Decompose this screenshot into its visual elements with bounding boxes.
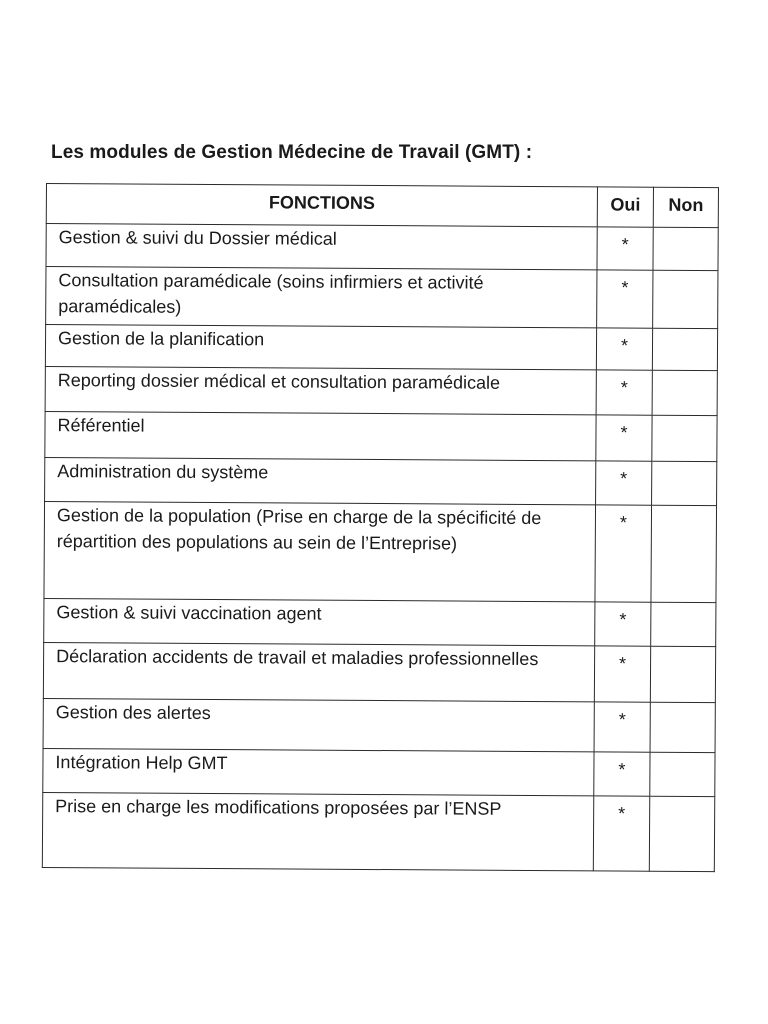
gmt-modules-table	[42, 183, 719, 872]
oui-cell: *	[594, 702, 650, 752]
fonction-cell: Reporting dossier médical et consultation paramédicale	[45, 366, 596, 414]
table-row	[45, 325, 717, 371]
non-cell	[651, 602, 716, 646]
header-fonctions: FONCTIONS	[46, 184, 597, 227]
oui-cell: *	[595, 602, 651, 646]
non-cell	[653, 270, 718, 328]
oui-cell: *	[597, 227, 653, 270]
oui-cell: *	[596, 461, 652, 505]
fonction-cell: Administration du système	[45, 457, 596, 504]
fonction-cell: Intégration Help GMT	[43, 748, 594, 795]
fonction-cell: Déclaration accidents de travail et maladies professionnelles	[43, 642, 594, 701]
table-row	[45, 366, 717, 415]
non-cell	[649, 796, 714, 871]
non-cell	[652, 328, 717, 370]
non-cell	[651, 505, 717, 602]
table-row	[44, 598, 716, 646]
non-cell	[652, 461, 717, 505]
oui-cell: *	[594, 752, 650, 796]
fonction-cell: Consultation paramédicale (soins infirmiers et activité paramédicales)	[46, 267, 597, 328]
header-oui: Oui	[597, 187, 653, 227]
table-row	[44, 501, 717, 602]
table-row	[45, 457, 717, 505]
table-row	[43, 748, 715, 796]
table-row	[43, 698, 715, 752]
fonction-cell: Prise en charge les modifications proposées par l’ENSP	[42, 792, 593, 870]
fonction-cell: Gestion de la population (Prise en charge de la spécificité de répartition des populations au sein de l’Entreprise)	[44, 501, 596, 601]
table-row	[45, 411, 717, 461]
oui-cell: *	[596, 415, 652, 461]
non-cell	[652, 370, 717, 415]
non-cell	[652, 415, 717, 461]
non-cell	[650, 752, 715, 796]
oui-cell: *	[597, 270, 653, 328]
oui-cell: *	[593, 796, 649, 871]
page-title: Les modules de Gestion Médecine de Travail (GMT) :	[51, 142, 533, 163]
fonction-cell: Gestion des alertes	[43, 698, 594, 751]
fonction-cell: Gestion & suivi du Dossier médical	[46, 224, 597, 270]
oui-cell: *	[594, 646, 650, 702]
header-non: Non	[653, 187, 718, 227]
table-row	[42, 792, 714, 871]
table-header-row	[46, 184, 718, 228]
non-cell	[650, 702, 715, 752]
oui-cell: *	[596, 328, 652, 370]
fonction-cell: Gestion de la planification	[45, 325, 596, 370]
table-row	[46, 267, 718, 329]
table-row	[46, 224, 718, 271]
fonction-cell: Gestion & suivi vaccination agent	[44, 598, 595, 645]
table-row	[43, 642, 715, 702]
non-cell	[653, 227, 718, 270]
oui-cell: *	[595, 505, 652, 602]
oui-cell: *	[596, 370, 652, 415]
fonction-cell: Référentiel	[45, 411, 596, 460]
non-cell	[650, 646, 715, 702]
